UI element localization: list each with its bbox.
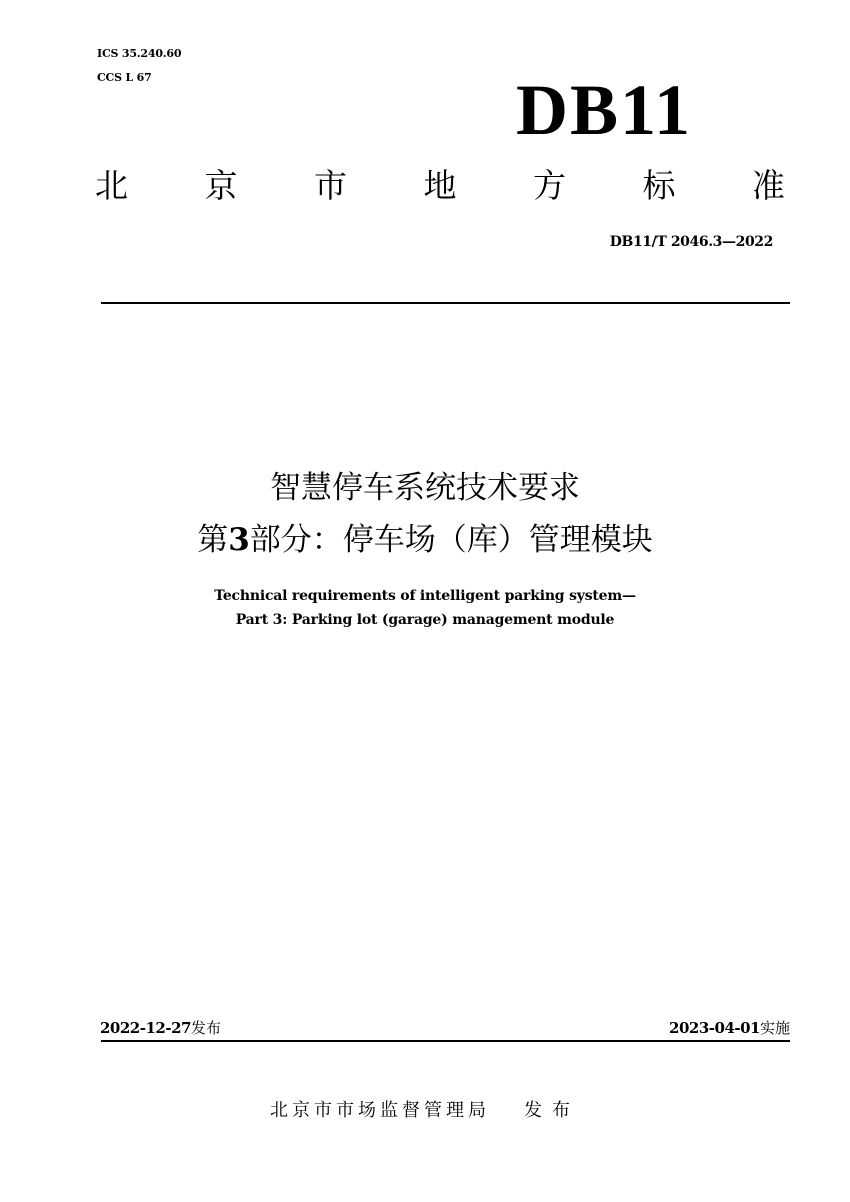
- standard-type-char: 方: [533, 166, 566, 205]
- publish-label: 发布: [190, 1019, 221, 1037]
- issuer-org: 北京市市场监督管理局: [270, 1100, 490, 1121]
- chinese-title-rest: 部分：停车场（库）管理模块: [249, 522, 653, 558]
- chinese-title-line2: [0, 514, 850, 566]
- ccs-code: CCS L 67: [97, 71, 152, 84]
- standard-type-char: 北: [95, 166, 128, 205]
- standard-type-char: 京: [204, 166, 238, 205]
- chinese-title: [0, 462, 850, 566]
- implement-label: 实施: [759, 1019, 790, 1037]
- standard-logo: DB11: [516, 70, 693, 150]
- english-title: [0, 584, 850, 632]
- english-title-line2: Part 3: Parking lot (garage) management module: [235, 612, 615, 628]
- issuer: [0, 1096, 850, 1126]
- bottom-divider: [101, 1040, 790, 1042]
- publish-date-row: [100, 1017, 221, 1039]
- chinese-title-prefix: 第: [197, 522, 229, 558]
- english-title-line1: Technical requirements of intelligent parking system—: [214, 588, 636, 604]
- issuer-action: 发布: [524, 1100, 580, 1121]
- publish-date: 2022-12-27: [100, 1019, 191, 1037]
- standard-type-char: 地: [423, 166, 457, 205]
- top-divider: [101, 302, 790, 304]
- implement-date-row: [669, 1017, 790, 1039]
- standard-type-char: 准: [752, 166, 785, 205]
- chinese-title-part-number: 3: [228, 522, 250, 558]
- implement-date: 2023-04-01: [669, 1019, 760, 1037]
- chinese-title-line1: 智慧停车系统技术要求: [270, 470, 580, 506]
- standard-type-char: 标: [642, 166, 676, 205]
- classification-codes: [97, 42, 181, 90]
- ics-code: ICS 35.240.60: [97, 47, 182, 60]
- standard-type-char: 市: [314, 166, 347, 205]
- standard-type-title: [95, 166, 785, 206]
- standard-number: DB11/T 2046.3—2022: [609, 234, 773, 250]
